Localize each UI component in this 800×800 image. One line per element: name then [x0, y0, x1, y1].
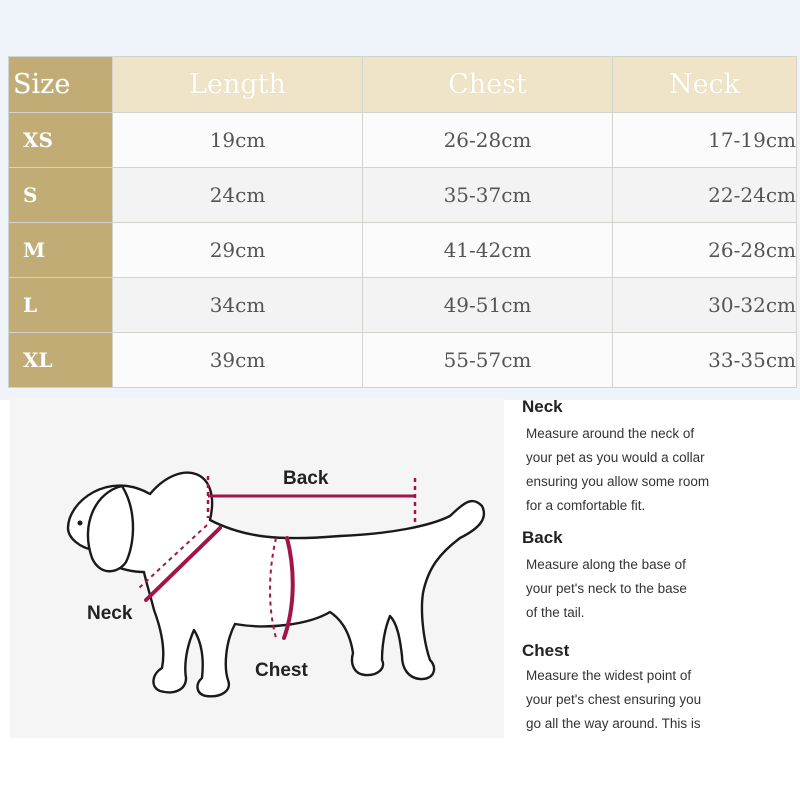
column-header-length: Length — [113, 57, 363, 113]
neck-label: Neck — [87, 603, 133, 624]
chest-cell: 26-28cm — [363, 113, 613, 168]
size-table — [8, 56, 797, 388]
neck-cell: 26-28cm — [613, 223, 797, 278]
neck-cell: 30-32cm — [613, 278, 797, 333]
chest-cell: 55-57cm — [363, 333, 613, 388]
table-row — [9, 278, 797, 333]
chest-cell: 41-42cm — [363, 223, 613, 278]
column-header-size: Size — [9, 57, 113, 113]
dog-illustration — [10, 398, 504, 738]
neck-guide-title: Neck — [522, 397, 563, 416]
neck-cell: 17-19cm — [613, 113, 797, 168]
size-cell: S — [9, 168, 113, 223]
size-cell: M — [9, 223, 113, 278]
table-row — [9, 333, 797, 388]
table-row — [9, 168, 797, 223]
neck-cell: 22-24cm — [613, 168, 797, 223]
chest-cell: 35-37cm — [363, 168, 613, 223]
chest-cell: 49-51cm — [363, 278, 613, 333]
length-cell: 34cm — [113, 278, 363, 333]
table-header-row — [9, 57, 797, 113]
neck-guide-text: Measure around the neck of your pet as you would a collar ensuring you allow some room for a comfortable fit. — [526, 426, 710, 513]
length-cell: 19cm — [113, 113, 363, 168]
eye-icon — [78, 521, 83, 526]
length-cell: 39cm — [113, 333, 363, 388]
size-cell: XL — [9, 333, 113, 388]
neck-cell: 33-35cm — [613, 333, 797, 388]
back-guide-title: Back — [522, 528, 563, 547]
measurement-diagram — [10, 398, 504, 738]
length-cell: 24cm — [113, 168, 363, 223]
back-label: Back — [283, 468, 329, 489]
back-guide — [522, 527, 792, 625]
neck-guide — [522, 396, 792, 518]
chest-label: Chest — [255, 660, 308, 681]
column-header-chest: Chest — [363, 57, 613, 113]
chest-guide — [522, 640, 792, 736]
chest-guide-text: Measure the widest point of your pet's chest ensuring you go all the way around. This is — [526, 668, 702, 731]
size-cell: L — [9, 278, 113, 333]
length-cell: 29cm — [113, 223, 363, 278]
size-cell: XS — [9, 113, 113, 168]
column-header-neck: Neck — [613, 57, 797, 113]
table-row — [9, 113, 797, 168]
table-row — [9, 223, 797, 278]
back-guide-text: Measure along the base of your pet's neck to the base of the tail. — [526, 557, 687, 620]
chest-guide-title: Chest — [522, 641, 570, 660]
